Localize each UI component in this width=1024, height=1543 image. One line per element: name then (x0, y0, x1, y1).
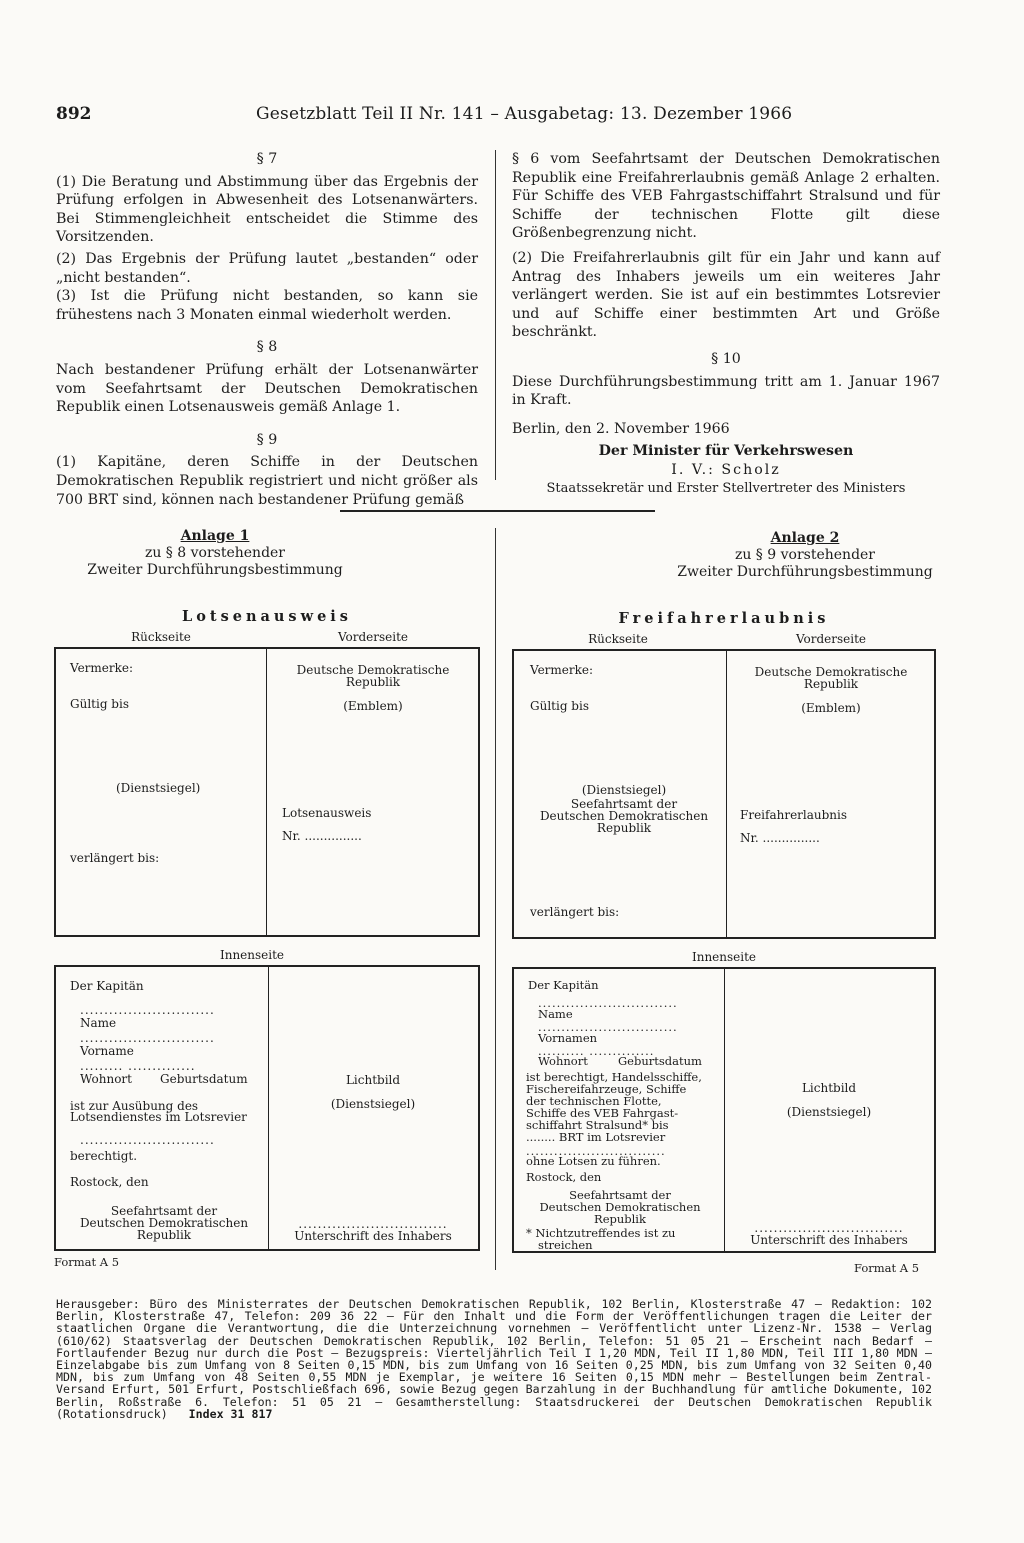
anlage-1-back-label: Rückseite (131, 630, 191, 644)
a2-inside-siegel: (Dienstsiegel) (786, 1105, 872, 1119)
a2-amt-inside-2: Deutschen Demokratischen (539, 1200, 701, 1214)
anlage-2-heading (640, 530, 970, 581)
a1-dots-1: ............................ (80, 1003, 215, 1017)
anlage-1-inner-fold (268, 967, 269, 1249)
a1-emblem: (Emblem) (343, 699, 403, 713)
a1-doc-name: Lotsenausweis (282, 806, 372, 820)
a2-geburtsdatum: Geburtsdatum (618, 1054, 702, 1068)
section-9-title: § 9 (256, 431, 278, 448)
a2-name: Name (538, 1007, 573, 1021)
a2-amt-3: Republik (596, 821, 652, 835)
anlage-2-inside-label: Innenseite (691, 950, 757, 964)
a2-gueltig: Gültig bis (530, 699, 589, 713)
anlage-2-ref-2: Zweiter Durchführungsbestimmung (677, 564, 933, 580)
page-number: 892 (56, 104, 92, 124)
a2-unterschrift: Unterschrift des Inhabers (750, 1233, 908, 1247)
a2-siegel: (Dienstsiegel) (581, 783, 667, 797)
a1-nr: Nr. ............... (282, 829, 362, 843)
a2-rostock: Rostock, den (526, 1170, 602, 1184)
anlage-2-inner-fold (724, 969, 725, 1251)
gazette-title: Gesetzblatt Teil II Nr. 141 – Ausgabetag: 13. Dezember 1966 (256, 104, 793, 124)
anlage-1-front-label: Vorderseite (337, 630, 409, 644)
a1-dots-4: ............................ (80, 1133, 215, 1147)
anlage-1-outer-card (54, 647, 480, 937)
anlage-2-format: Format A 5 (854, 1261, 920, 1275)
anlage-1-form-title: Lotsenausweis (182, 608, 352, 625)
section-8-paragraph-1: Nach bestandener Prüfung erhält der Lotsenanwärter vom Seefahrtsamt der Deutschen Demokratischen Republik einen Lotsenausweis gemäß Anlage 1. (56, 361, 478, 416)
a2-wohnort: Wohnort (538, 1054, 588, 1068)
a1-ausuebung-2: Lotsendienstes im Lotsrevier (70, 1110, 247, 1124)
anlage-2-form-title: Freifahrerlaubnis (618, 610, 830, 627)
place-date: Berlin, den 2. November 1966 (512, 420, 730, 437)
anlage-2-title: Anlage 2 (770, 530, 840, 546)
section-10-paragraph-1: Diese Durchführungsbestimmung tritt am 1. Januar 1967 in Kraft. (512, 373, 940, 409)
a2-ohne-lotsen: ohne Lotsen zu führen. (526, 1154, 661, 1168)
a1-ausuebung-1: ist zur Ausübung des (70, 1099, 199, 1113)
a1-state-1: Deutsche Demokratische (296, 663, 450, 677)
a2-berechtigt-1: ist berechtigt, Handelsschiffe, (526, 1070, 702, 1084)
a1-kapitaen: Der Kapitän (70, 979, 144, 993)
signature: I. V.: Scholz (671, 461, 781, 478)
a2-lichtbild: Lichtbild (801, 1081, 857, 1095)
a2-note-1: * Nichtzutreffendes ist zu (526, 1226, 676, 1240)
a2-berechtigt-6: ........ BRT im Lotsrevier (526, 1130, 666, 1144)
a2-amt-1: Seefahrtsamt der (570, 797, 678, 811)
anlage-1-inside-label: Innenseite (219, 948, 285, 962)
imprint (56, 1298, 932, 1420)
a1-dots-2: ............................ (80, 1031, 215, 1045)
a2-vornamen: Vornamen (538, 1031, 598, 1045)
a1-siegel: (Dienstsiegel) (116, 781, 201, 795)
a2-emblem: (Emblem) (801, 701, 861, 715)
a2-amt-inside-3: Republik (594, 1212, 646, 1226)
a1-berechtigt: berechtigt. (70, 1149, 138, 1163)
imprint-text: Herausgeber: Büro des Ministerrates der Deutschen Demokratischen Republik, 102 Berlin, Klosterstraße 47 – Redaktion: 102 Berlin, Klosterstraße 47, Telefon: 209 36 22 – Für den Inhalt und die Form der Veröffentlichungen tragen die Leiter der staatlichen Organe die Verantwortung, die die Unterzeichnung vornehmen – Veröffentlicht unter Lizenz-Nr. 1538 – Verlag (610/62) Staatsverlag der Deutschen Demokratischen Republik, 102 Berlin, Telefon: 51 05 21 – Erscheint nach Bedarf – Fortlaufender Bezug nur durch die Post – Bezugspreis: Vierteljährlich Teil I 1,20 MDN, Teil II 1,80 MDN, Teil III 1,80 MDN – Einzelabgabe bis zum Umfang von 8 Seiten 0,15 MDN, bis zum Umfang von 16 Seiten 0,25 MDN, bis zum Umfang von 32 Seiten 0,40 MDN, bis zum Umfang von 48 Seiten 0,55 MDN je Exemplar, je weitere 16 Seiten 0,15 MDN mehr – Bestellungen beim Zentral-Versand Erfurt, 501 Erfurt, Postschließfach 696, sowie Bezug gegen Barzahlung in der Buchhandlung für amtliche Dokumente, 102 Berlin, Roßstraße 6. Telefon: 51 05 21 – Gesamtherstellung: Staatsdruckerei der Deutschen Demokratischen Republik (Rotationsdruck) (56, 1297, 932, 1421)
anlage-2-back-label: Rückseite (588, 632, 648, 646)
a2-vermerke: Vermerke: (530, 663, 594, 677)
a1-amt-1: Seefahrtsamt der (110, 1204, 218, 1218)
a2-dots-1: .............................. (538, 996, 678, 1010)
index-number: Index 31 817 (188, 1406, 273, 1421)
a1-dots-5: ............................... (298, 1217, 448, 1231)
a2-dots-4: .............................. (526, 1144, 666, 1158)
left-text-column (56, 150, 478, 509)
a2-berechtigt-2: Fischereifahrzeuge, Schiffe (526, 1082, 687, 1096)
a2-verlaengert: verlängert bis: (530, 905, 620, 919)
a2-state-2: Republik (803, 677, 859, 691)
a2-amt-inside-1: Seefahrtsamt der (569, 1188, 671, 1202)
anlage-1-inner-card (54, 965, 480, 1251)
a1-unterschrift: Unterschrift des Inhabers (294, 1229, 452, 1243)
section-rule (340, 510, 655, 512)
anlage-2-outer-card (512, 649, 936, 939)
section-8-title: § 8 (256, 339, 278, 356)
a2-amt-2: Deutschen Demokratischen (539, 809, 709, 823)
a1-vermerke: Vermerke: (70, 661, 134, 675)
a1-wohnort: Wohnort (80, 1072, 132, 1086)
anlage-2-ref-1: zu § 9 vorstehender (734, 547, 876, 563)
anlage-2-front-label: Vorderseite (795, 632, 867, 646)
right-text-column (512, 150, 940, 498)
column-divider (495, 150, 496, 480)
a1-amt-2: Deutschen Demokratischen (79, 1216, 249, 1230)
a2-dots-5: ............................... (754, 1221, 904, 1235)
a2-nr: Nr. ............... (740, 831, 820, 845)
a1-state-2: Republik (345, 675, 401, 689)
a2-berechtigt-5: schiffahrt Stralsund* bis (526, 1118, 669, 1132)
minister-title: Der Minister für Verkehrswesen (598, 443, 854, 460)
a1-geburtsdatum: Geburtsdatum (160, 1072, 248, 1086)
anlage-1-format: Format A 5 (54, 1255, 120, 1269)
section-7-paragraph-1: (1) Die Beratung und Abstimmung über das Ergebnis der Prüfung erfolgen in Abwesenheit des Lotsenanwärters. Bei Stimmengleichheit entscheidet die Stimme des Vorsitzenden. (56, 173, 478, 246)
a2-doc-name: Freifahrerlaubnis (740, 808, 848, 822)
a1-amt-3: Republik (136, 1228, 192, 1242)
section-9-paragraph-1: (1) Kapitäne, deren Schiffe in der Deutschen Demokratischen Republik registriert und nicht größer als 700 BRT sind, können nach bestandener Prüfung gemäß (56, 454, 478, 508)
a2-kapitaen: Der Kapitän (528, 978, 599, 992)
section-7-paragraph-2: (2) Das Ergebnis der Prüfung lautet „bestanden“ oder „nicht bestanden“. (56, 250, 478, 286)
a1-verlaengert: verlängert bis: (70, 851, 160, 865)
anlage-1-ref-2: Zweiter Durchführungsbestimmung (87, 562, 343, 578)
anlage-1-heading (60, 528, 370, 579)
a1-lichtbild: Lichtbild (345, 1073, 401, 1087)
section-7-title: § 7 (256, 151, 278, 167)
a2-note-2: streichen (538, 1238, 593, 1252)
anlage-1-title: Anlage 1 (180, 528, 250, 544)
a1-rostock: Rostock, den (70, 1175, 149, 1189)
anlage-1-outer-fold (266, 649, 267, 935)
a2-berechtigt-4: Schiffe des VEB Fahrgast- (526, 1106, 679, 1120)
a2-dots-3: .......... .............. (538, 1044, 655, 1058)
annex-divider (495, 528, 496, 1270)
section-9-continuation: § 6 vom Seefahrtsamt der Deutschen Demokratischen Republik eine Freifahrerlaubnis gemäß Anlage 2 erhalten. Für Schiffe des VEB Fahrgastschiffahrt Stralsund und für Schiffe der technischen Flotte gilt diese Größenbegrenzung nicht. (512, 151, 940, 242)
section-10-title: § 10 (711, 350, 741, 367)
section-9-paragraph-2: (2) Die Freifahrerlaubnis gilt für ein Jahr und kann auf Antrag des Inhabers jeweils um ein weiteres Jahr verlängert werden. Sie ist auf ein bestimmtes Lotsrevier und auf Schiffe einer bestimmten Art und Größe beschränkt. (512, 249, 940, 341)
a2-dots-2: .............................. (538, 1020, 678, 1034)
a2-berechtigt-3: der technischen Flotte, (526, 1094, 662, 1108)
section-7-paragraph-3: (3) Ist die Prüfung nicht bestanden, so kann sie frühestens nach 3 Monaten einmal wiederholt werden. (56, 288, 478, 323)
a1-dots-3: ......... .............. (80, 1059, 196, 1073)
signature-title: Staatssekretär und Erster Stellvertreter des Ministers (546, 480, 906, 496)
anlage-1-ref-1: zu § 8 vorstehender (144, 545, 286, 561)
anlage-2-inner-card (512, 967, 936, 1253)
a2-state-1: Deutsche Demokratische (754, 665, 908, 679)
a1-inside-siegel: (Dienstsiegel) (330, 1097, 416, 1111)
a1-name: Name (80, 1016, 117, 1030)
a1-gueltig: Gültig bis (70, 697, 129, 711)
a1-vorname: Vorname (80, 1044, 134, 1058)
